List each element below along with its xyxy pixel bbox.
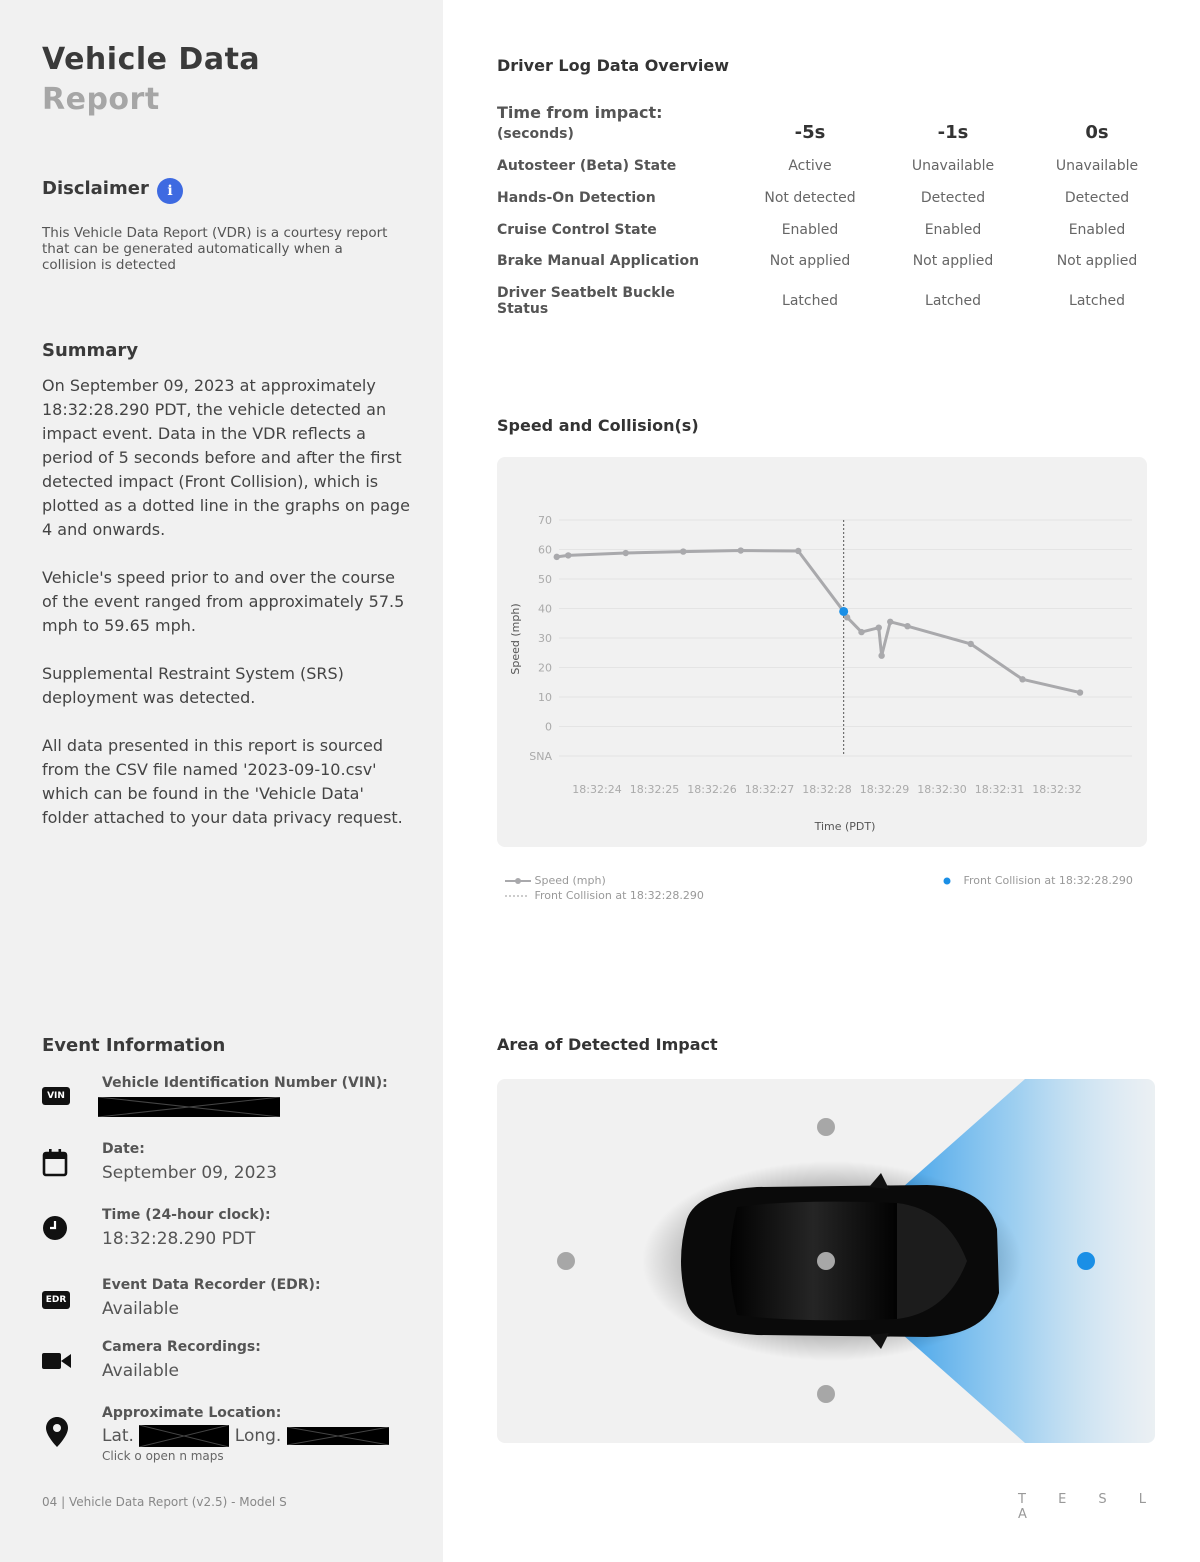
edr-label: Event Data Recorder (EDR):	[102, 1277, 321, 1293]
edr-icon: EDR	[42, 1291, 70, 1309]
impact-point-center	[817, 1252, 835, 1270]
y-tick-label: 10	[538, 691, 552, 704]
location-pin-icon	[46, 1417, 74, 1445]
speed-data-point	[968, 641, 974, 647]
table-cell: Enabled	[1068, 222, 1126, 238]
speed-series-line	[557, 551, 1080, 693]
impact-point-front-top	[817, 1118, 835, 1136]
legend-speed	[505, 874, 606, 887]
vin-row	[42, 1075, 422, 1119]
report-title: Vehicle Data	[42, 42, 261, 77]
x-tick-label: 18:32:31	[974, 783, 1025, 796]
calendar-icon	[42, 1149, 70, 1177]
table-cell: Not applied	[1056, 253, 1138, 269]
summary-paragraph: Supplemental Restraint System (SRS) deployment was detected.	[42, 664, 344, 707]
legend-collision-point	[940, 874, 1133, 887]
y-tick-label: 30	[538, 632, 552, 645]
table-cell: Unavailable	[1055, 158, 1139, 174]
row-label: Autosteer (Beta) State	[497, 158, 677, 174]
table-cell: Detected	[1064, 190, 1130, 206]
summary-paragraph: On September 09, 2023 at approximately 18:32:28.290 PDT, the vehicle detected an impact event. Data in the VDR reflects a period of 5 seconds before and after the first detected impact (Front Collision), which is plotted as a dotted line in the graphs on page 4 and onwards.	[42, 376, 410, 539]
impact-point-front-detected	[1077, 1252, 1095, 1270]
edr-row	[42, 1277, 422, 1325]
vin-label: Vehicle Identification Number (VIN):	[102, 1075, 388, 1091]
time-from-impact-label: Time from impact:	[497, 103, 663, 122]
disclaimer-text: This Vehicle Data Report (VDR) is a courtesy report that can be generated automatically when a collision is detected	[42, 225, 388, 273]
speed-data-point	[1077, 689, 1083, 695]
x-tick-label: 18:32:29	[859, 783, 910, 796]
x-tick-label: 18:32:32	[1032, 783, 1082, 796]
table-cell: Detected	[920, 190, 986, 206]
clock-icon	[42, 1215, 70, 1243]
summary-text	[42, 374, 412, 854]
legend-collision-line	[505, 889, 704, 902]
summary-heading: Summary	[42, 340, 139, 361]
disclaimer-heading: Disclaimer	[42, 178, 149, 199]
y-tick-label: 0	[545, 720, 552, 734]
camera-label: Camera Recordings:	[102, 1339, 261, 1355]
legend-dot-icon	[940, 876, 960, 886]
vin-value-redacted	[98, 1097, 280, 1122]
camera-value: Available	[102, 1361, 179, 1381]
redaction-block	[287, 1427, 389, 1445]
tesla-logo: T E S L A	[1018, 1492, 1161, 1522]
speed-data-point	[554, 554, 560, 560]
speed-data-point	[565, 552, 571, 558]
table-cell: Not applied	[912, 253, 994, 269]
x-tick-label: 18:32:27	[744, 783, 795, 796]
report-subtitle: Report	[42, 82, 160, 117]
x-tick-label: 18:32:24	[572, 783, 622, 796]
impact-point-bottom	[817, 1385, 835, 1403]
speed-chart-heading: Speed and Collision(s)	[497, 416, 699, 435]
impact-point-rear	[557, 1252, 575, 1270]
x-tick-label: 18:32:26	[687, 783, 737, 796]
x-tick-label: 18:32:25	[629, 783, 680, 796]
collision-data-point	[839, 607, 848, 616]
car-top-view	[681, 1173, 999, 1349]
y-tick-label: 60	[538, 543, 552, 557]
row-label: Hands-On Detection	[497, 190, 656, 206]
video-camera-icon	[42, 1351, 70, 1379]
table-cell: Active	[788, 158, 832, 174]
table-cell: Unavailable	[911, 158, 995, 174]
table-cell: Latched	[1069, 293, 1125, 309]
date-label: Date:	[102, 1141, 145, 1157]
column-header: 0s	[1085, 122, 1109, 143]
speed-data-point	[887, 619, 893, 625]
table-cell: Not applied	[769, 253, 851, 269]
lat-label: Lat.	[102, 1426, 134, 1446]
location-label: Approximate Location:	[102, 1405, 282, 1421]
speed-data-point	[904, 623, 910, 629]
y-tick-label: 20	[538, 661, 552, 675]
table-cell: Not detected	[764, 190, 856, 206]
speed-data-point	[858, 629, 864, 635]
y-tick-label: 40	[538, 602, 552, 616]
summary-paragraph: All data presented in this report is sourced from the CSV file named '2023-09-10.csv' which can be found in the 'Vehicle Data' folder attached to your data privacy request.	[42, 736, 403, 827]
x-tick-label: 18:32:28	[802, 783, 852, 796]
time-value: 18:32:28.290 PDT	[102, 1229, 256, 1249]
y-tick-label: SNA	[529, 750, 552, 763]
speed-chart-svg	[497, 457, 1147, 847]
driver-log-heading: Driver Log Data Overview	[497, 56, 730, 75]
summary-paragraph: Vehicle's speed prior to and over the course of the event ranged from approximately 57.5 mph to 59.65 mph.	[42, 568, 405, 635]
legend-dotted-line-icon	[505, 891, 531, 901]
time-unit-label: (seconds)	[497, 126, 574, 142]
y-tick-label: 50	[538, 573, 552, 586]
speed-data-point	[795, 548, 801, 554]
redaction-block	[98, 1097, 280, 1117]
impact-area-heading: Area of Detected Impact	[497, 1035, 718, 1054]
time-row	[42, 1207, 422, 1255]
impact-diagram	[497, 1079, 1155, 1443]
x-tick-label: 18:32:30	[917, 783, 967, 796]
row-label: Brake Manual Application	[497, 253, 700, 269]
column-header: -1s	[937, 122, 969, 143]
y-axis-label: Speed (mph)	[509, 603, 522, 675]
table-cell: Latched	[925, 293, 981, 309]
long-label: Long.	[234, 1426, 282, 1446]
date-value: September 09, 2023	[102, 1163, 278, 1183]
speed-data-point	[878, 653, 884, 659]
edr-value: Available	[102, 1299, 179, 1319]
x-axis-label: Time (PDT)	[814, 820, 876, 833]
legend-speed-label: Speed (mph)	[534, 874, 606, 887]
table-cell: Enabled	[781, 222, 839, 238]
location-row	[42, 1405, 422, 1465]
speed-chart	[497, 457, 1147, 847]
page-footer: 04 | Vehicle Data Report (v2.5) - Model S	[42, 1495, 287, 1509]
speed-data-point	[876, 624, 882, 630]
camera-row	[42, 1339, 422, 1387]
legend-line-icon	[505, 876, 531, 886]
impact-diagram-svg	[497, 1079, 1155, 1443]
speed-data-point	[680, 548, 686, 554]
date-row	[42, 1141, 422, 1189]
row-label: Driver Seatbelt Buckle Status	[497, 285, 675, 317]
location-value	[102, 1425, 389, 1447]
legend-collision-line-label: Front Collision at 18:32:28.290	[534, 889, 704, 902]
column-header: -5s	[794, 122, 826, 143]
speed-data-point	[1019, 676, 1025, 682]
event-heading: Event Information	[42, 1035, 226, 1056]
table-cell: Latched	[782, 293, 838, 309]
table-cell: Enabled	[924, 222, 982, 238]
legend-collision-point-label: Front Collision at 18:32:28.290	[963, 874, 1133, 887]
vin-icon: VIN	[42, 1087, 70, 1105]
left-panel	[0, 0, 443, 1562]
info-icon[interactable]: i	[157, 178, 183, 204]
redaction-block	[139, 1425, 229, 1447]
speed-data-point	[623, 550, 629, 556]
time-label: Time (24-hour clock):	[102, 1207, 271, 1223]
y-tick-label: 70	[538, 514, 552, 527]
open-maps-link[interactable]: Click o open n maps	[102, 1449, 224, 1463]
row-label: Cruise Control State	[497, 222, 657, 238]
speed-data-point	[738, 547, 744, 553]
